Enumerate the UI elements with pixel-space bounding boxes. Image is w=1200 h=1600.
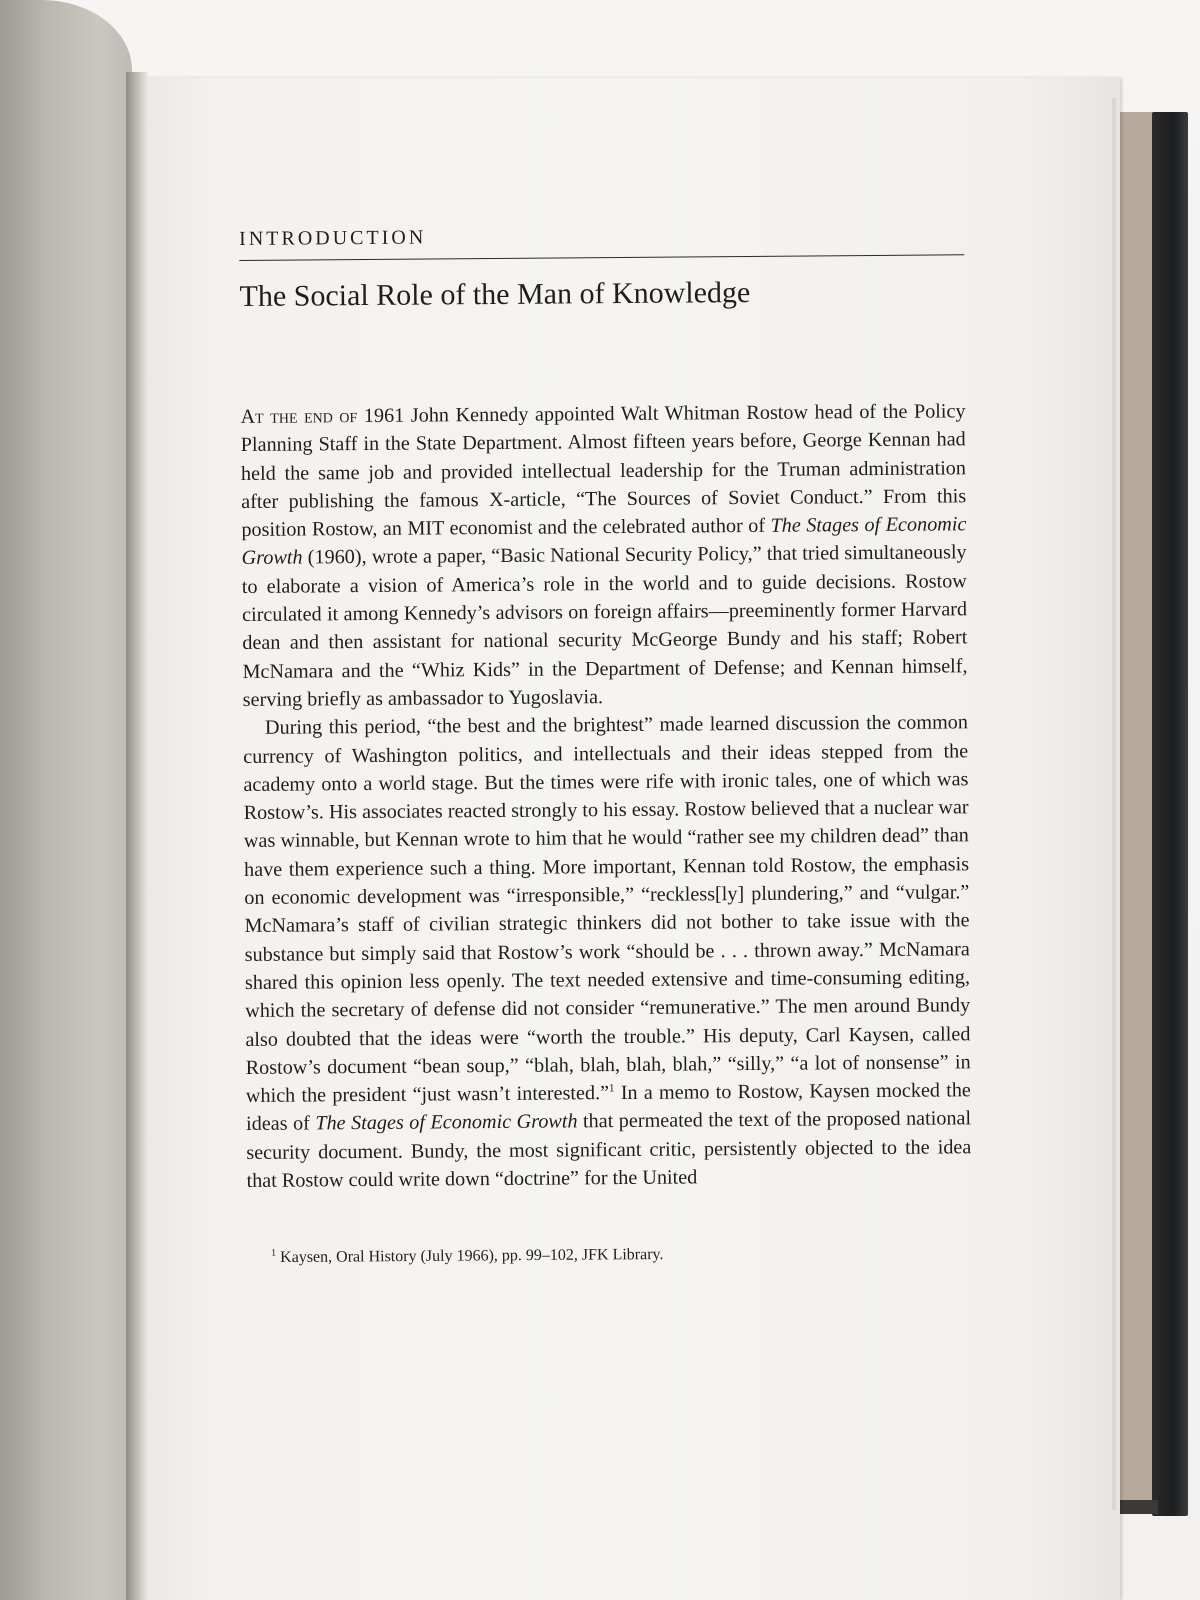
paragraph-2-text-b: In a memo to Rostow, Kaysen mocked the ideas of xyxy=(246,1079,971,1136)
paragraph-2-text-c: that permeated the text of the proposed national security document. Bundy, the most significant critic, persistently objected to the idea that Rostow could write down “doctrine” for the United xyxy=(246,1107,972,1192)
paragraph-1-text-a: 1961 John Kennedy appointed Walt Whitman Rostow head of the Policy Planning Staff in the State Department. Almost fifteen years before, George Kennan had held the same job and provided intellectual leadership for the Truman administration after publishing the famous X-article, “The Sources of Soviet Conduct.” From this position Rostow, an MIT economist and the celebrated author of xyxy=(240,400,967,542)
book-title-italic: The Stages of Economic Growth xyxy=(315,1110,578,1135)
paragraph-1 xyxy=(240,397,967,714)
book-spine xyxy=(1152,112,1188,1516)
page-content xyxy=(239,216,972,1269)
chapter-title: The Social Role of the Man of Knowledge xyxy=(239,275,751,313)
footnote-reference: 1 xyxy=(608,1082,615,1095)
left-facing-page xyxy=(0,0,132,1600)
page-edge xyxy=(1112,98,1116,1510)
book-title-italic: The Stages of Economic Growth xyxy=(241,513,967,570)
running-head: INTRODUCTION xyxy=(239,226,427,250)
paragraph-1-text-b: (1960), wrote a paper, “Basic National Security Policy,” that tried simultaneously to elaborate a vision of America’s role in the world and to guide decisions. Rostow circulated it among Kennedy’s advisors on foreign affairs—preeminently former Harvard dean and then assistant for national security McGeorge Bundy and his staff; Robert McNamara and the “Whiz Kids” in the Department of Defense; and Kennan himself, serving briefly as ambassador to Yugoslavia. xyxy=(241,541,968,711)
paragraph-2-text-a: During this period, “the best and the brightest” made learned discussion the common currency of Washington politics, and intellectuals and their ideas stepped from the academy onto a world stage. But the times were rife with ironic tales, one of which was Rostow’s. His associates reacted strongly to his essay. Rostow believed that a nuclear war was winnable, but Kennan wrote to him that he would “rather see my children dead” than have them experience such a thing. More important, Kennan told Rostow, the emphasis on economic development was “irresponsible,” “reckless[ly] plundering,” and “vulgar.” McNamara’s staff of civilian strategic thinkers did not bother to take issue with the substance but simply said that Rostow’s work “should be . . . thrown away.” McNamara shared this opinion less openly. The text needed extensive and time-consuming editing, which the secretary of defense did not consider “remunerative.” The men around Bundy also doubted that the ideas were “worth the trouble.” His deputy, Carl Kaysen, called Rostow’s document “bean soup,” “blah, blah, blah, blah,” “silly,” “a lot of nonsense” in which the president “just wasn’t interested.” xyxy=(243,711,971,1108)
body-text xyxy=(240,397,971,1195)
paragraph-2 xyxy=(243,709,972,1196)
footnote-text: Kaysen, Oral History (July 1966), pp. 99–102, JFK Library. xyxy=(280,1246,664,1267)
lead-in-smallcaps: At the end of xyxy=(240,405,358,428)
footnote-mark: 1 xyxy=(271,1248,277,1260)
footnote xyxy=(271,1238,972,1270)
page-gutter xyxy=(126,72,148,1600)
